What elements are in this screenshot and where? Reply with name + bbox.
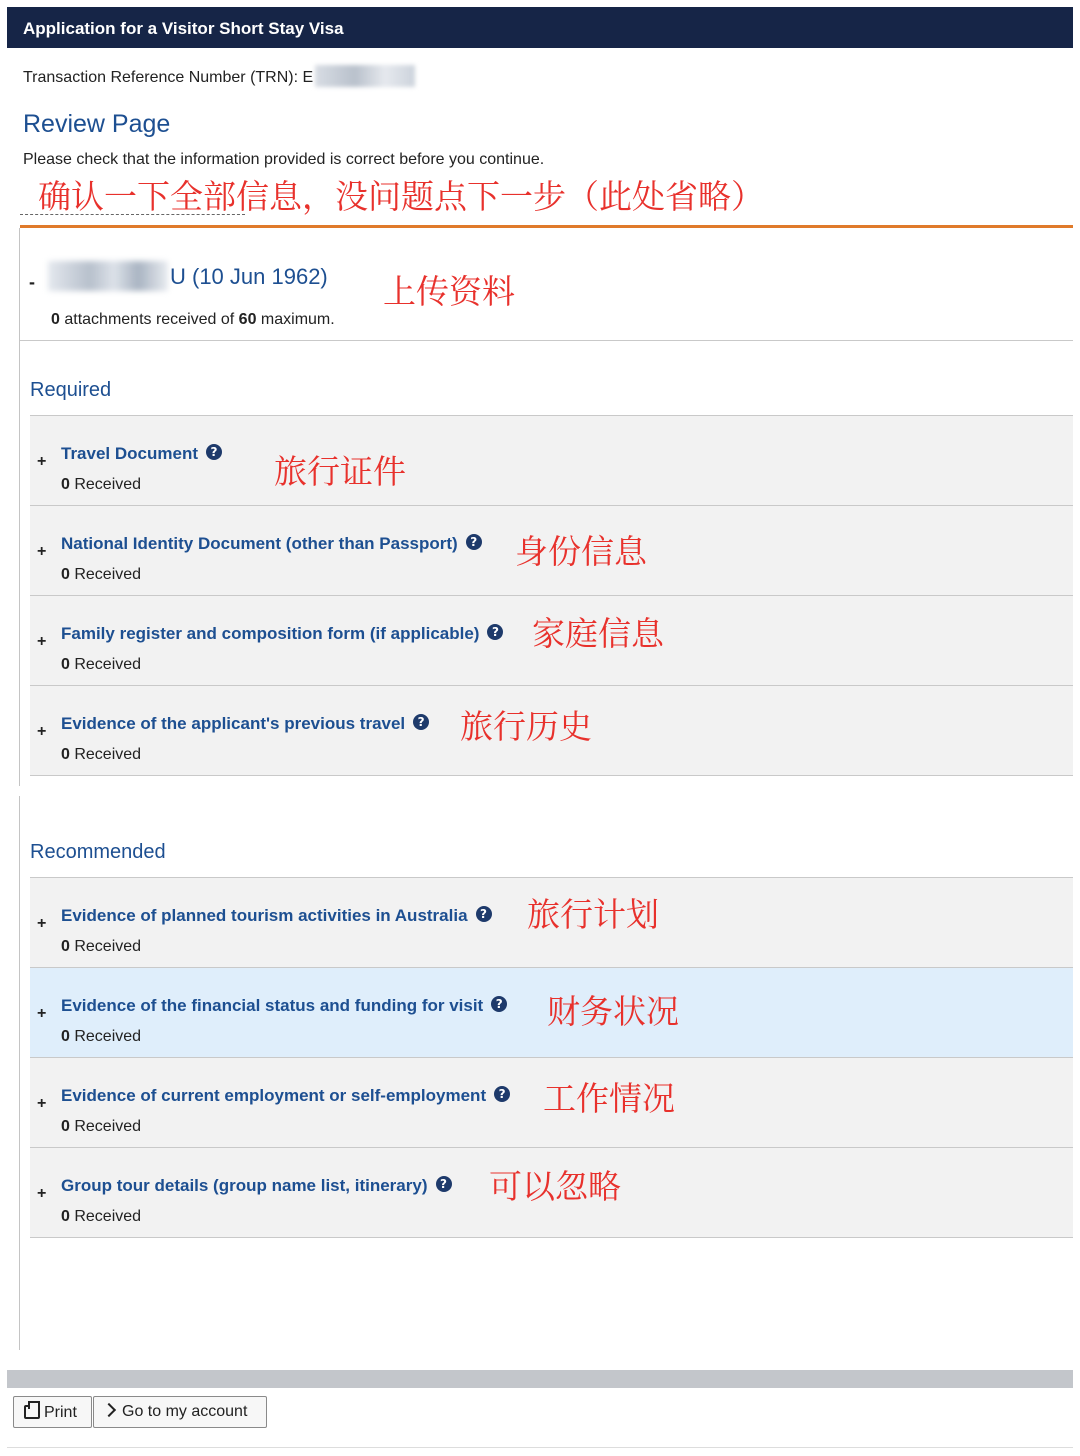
page-title: Review Page [23,110,171,138]
doc-title-link[interactable]: Evidence of the applicant's previous travel ? [61,714,429,734]
received-count: 0 Received [61,938,142,955]
trn-line [23,67,415,89]
attachments-summary [51,311,335,329]
attachments-text: attachments received of [59,311,239,328]
doc-title-link[interactable]: Group tour details (group name list, itinerary) ? [61,1176,452,1196]
help-circle-icon[interactable]: ? [466,534,482,550]
plus-icon[interactable]: + [37,1095,47,1112]
doc-row-travel-document[interactable] [30,415,1073,506]
received-count: 0 Received [61,746,142,763]
help-circle-icon[interactable]: ? [436,1176,452,1192]
help-circle-icon[interactable]: ? [206,444,222,460]
attachments-suffix: maximum. [256,311,335,328]
applicant-name-link[interactable]: U (10 Jun 1962) [170,264,328,289]
annotation-travel-history: 旅行历史 [460,707,592,746]
review-instruction: Please check that the information provided is correct before you continue. [23,151,545,168]
plus-icon[interactable]: + [37,543,47,560]
received-count: 0 Received [61,1118,142,1135]
annotation-underline [20,214,245,215]
received-count: 0 Received [61,566,142,583]
annotation-ignore: 可以忽略 [489,1167,621,1206]
plus-icon[interactable]: + [37,633,47,650]
received-count: 0 Received [61,1208,142,1225]
annotation-employment: 工作情况 [543,1079,675,1118]
printer-icon [24,1405,40,1419]
annotation-confirm-note: 确认一下全部信息，没问题点下一步（此处省略） [38,177,764,216]
plus-icon[interactable]: + [37,1005,47,1022]
annotation-finance: 财务状况 [547,992,679,1031]
collapse-toggle[interactable]: - [29,272,35,292]
required-heading: Required [30,379,112,401]
annotation-travel-plan: 旅行计划 [527,895,659,934]
plus-icon[interactable]: + [37,723,47,740]
doc-title-link[interactable]: National Identity Document (other than Passport) ? [61,534,482,554]
print-button[interactable] [13,1396,92,1428]
print-label: Print [44,1404,77,1421]
help-circle-icon[interactable]: ? [494,1086,510,1102]
doc-title-link[interactable]: Evidence of planned tourism activities in Australia ? [61,906,492,926]
annotation-family: 家庭信息 [532,614,664,653]
help-circle-icon[interactable]: ? [487,624,503,640]
trn-redacted-value [315,65,415,87]
received-count: 0 Received [61,476,142,493]
left-border-lower [19,796,20,1350]
plus-icon[interactable]: + [37,453,47,470]
recommended-heading: Recommended [30,841,166,863]
attachments-max: 60 [238,311,257,328]
doc-title-link[interactable]: Travel Document ? [61,444,222,464]
go-to-account-button[interactable] [93,1396,267,1428]
annotation-identity: 身份信息 [515,532,647,571]
plus-icon[interactable]: + [37,915,47,932]
window-title: Application for a Visitor Short Stay Visa [23,19,344,38]
applicant-name-redacted [48,261,168,291]
received-count: 0 Received [61,1028,142,1045]
help-circle-icon[interactable]: ? [476,906,492,922]
chevron-right-icon [102,1403,116,1417]
account-label: Go to my account [122,1403,248,1420]
help-circle-icon[interactable]: ? [413,714,429,730]
window-title-bar [7,7,1073,48]
received-count: 0 Received [61,656,142,673]
trn-label: Transaction Reference Number (TRN): E [23,69,314,87]
help-circle-icon[interactable]: ? [491,996,507,1012]
annotation-upload-note: 上传资料 [383,272,515,311]
doc-title-link[interactable]: Evidence of the financial status and funding for visit ? [61,996,507,1016]
footer-band [7,1370,1073,1388]
annotation-travel-document: 旅行证件 [274,452,406,491]
doc-title-link[interactable]: Evidence of current employment or self-employment ? [61,1086,510,1106]
applicant-panel [20,228,1073,341]
attachments-count: 0 [51,311,60,328]
plus-icon[interactable]: + [37,1185,47,1202]
doc-title-link[interactable]: Family register and composition form (if applicable) ? [61,624,503,644]
